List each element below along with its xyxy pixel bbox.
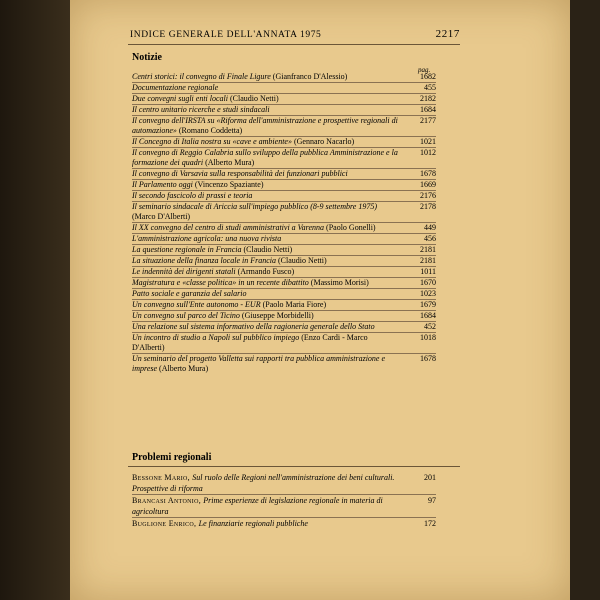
entry-text [132, 267, 406, 277]
notizie-entry [132, 288, 436, 299]
entry-author: (Massimo Morisi) [308, 278, 369, 287]
entry-author: (Romano Coddetta) [176, 126, 243, 135]
entry-title: Centri storici: il convegno di Finale Ligure [132, 72, 271, 81]
section-rule [128, 466, 460, 467]
entry-author: (Gianfranco D'Alessio) [270, 72, 348, 81]
entry-author: (Vincenzo Spaziante) [192, 180, 264, 189]
entry-page-number: 1011 [420, 267, 436, 276]
notizie-entry [132, 93, 436, 104]
notizie-entry [132, 104, 436, 115]
entry-page-number: 1682 [420, 72, 436, 81]
entry-author: (Giuseppe Morbidelli) [239, 311, 314, 320]
entry-text [132, 300, 406, 310]
entry-title: Il Parlamento oggi [132, 180, 193, 189]
entry-text [132, 289, 406, 299]
entry-page-number: 1684 [420, 105, 436, 114]
notizie-entry [132, 353, 436, 374]
entry-text [132, 322, 406, 332]
entry-text [132, 223, 406, 233]
entry-text [132, 169, 406, 179]
entry-title: Un convegno sul parco del Ticino [132, 311, 240, 320]
entry-text [132, 191, 406, 201]
entry-author: (Claudio Netti) [241, 245, 293, 254]
entry-text [132, 72, 406, 82]
section-heading-problemi: Problemi regionali [132, 452, 212, 463]
entry-page-number: 1023 [420, 289, 436, 298]
entry-text [132, 137, 406, 147]
entry-text [132, 472, 406, 494]
entry-title: Documentazione regionale [132, 83, 219, 92]
entry-page-number: 2182 [420, 94, 436, 103]
notizie-entry [132, 168, 436, 179]
entry-title: Il seminario sindacale di Ariccia sull'impiego pubblico (8-9 settembre 1975) [132, 202, 378, 211]
entry-page-number: 2176 [420, 191, 436, 200]
notizie-entries [132, 72, 436, 374]
entry-text [132, 354, 406, 374]
entry-author: (Enzo Cardi - Marco D'Alberti) [132, 333, 368, 352]
entry-title: Un incontro di studio a Napoli sul pubblico impiego [132, 333, 300, 342]
notizie-entry [132, 147, 436, 168]
entry-text [132, 518, 406, 529]
entry-author: (Alberto Mura) [203, 158, 255, 167]
notizie-entry [132, 115, 436, 136]
entry-title: Le indennità dei dirigenti statali [132, 267, 236, 276]
entry-author: (Armando Fusco) [235, 267, 295, 276]
entry-text [132, 94, 406, 104]
entry-page-number: 1012 [420, 148, 436, 157]
entry-title: Due convegni sugli enti locali [132, 94, 228, 103]
page-number: 2217 [435, 28, 460, 40]
entry-text [132, 83, 406, 93]
notizie-entry [132, 190, 436, 201]
entry-title: Un seminario del progetto Valletta sui rapporti tra pubblica amministrazione e imprese [132, 354, 386, 373]
pag-label: pag. [418, 66, 431, 74]
entry-text [132, 333, 406, 353]
entry-title: Il convegno di Reggio Calabria sullo sviluppo della pubblica Amministrazione e la formazione dei quadri [132, 148, 398, 167]
entry-page-number: 455 [424, 83, 436, 92]
entry-author: (Marco D'Alberti) [132, 212, 191, 221]
entry-title: Patto sociale e garanzia del salario [132, 289, 247, 298]
notizie-entry [132, 222, 436, 233]
entry-page-number: 1021 [420, 137, 436, 146]
entry-page-number: 97 [428, 496, 436, 505]
entry-title: Prime esperienze di legislazione regionale in materia di agricoltura [132, 496, 383, 516]
entry-page-number: 2181 [420, 245, 436, 254]
notizie-entry [132, 299, 436, 310]
entry-author: (Paolo Maria Fiore) [260, 300, 327, 309]
entry-author: (Paolo Gonelli) [324, 223, 376, 232]
entry-author: Buglione Enrico, [132, 519, 199, 528]
entry-text [132, 311, 406, 321]
problemi-entry [132, 517, 436, 529]
notizie-entry [132, 266, 436, 277]
notizie-entry [132, 244, 436, 255]
problemi-entry [132, 494, 436, 517]
entry-text [132, 148, 406, 168]
entry-title: Il centro unitario ricerche e studi sindacali [132, 105, 270, 114]
entry-text [132, 234, 406, 244]
entry-page-number: 1678 [420, 354, 436, 363]
problemi-entries [132, 472, 436, 529]
entry-text [132, 278, 406, 288]
entry-title: Un convegno sull'Ente autonomo - EUR [132, 300, 261, 309]
entry-text [132, 495, 406, 517]
entry-title: Una relazione sul sistema informativo della ragioneria generale dello Stato [132, 322, 375, 331]
entry-title: L'amministrazione agricola: una nuova rivista [132, 234, 282, 243]
notizie-entry [132, 277, 436, 288]
entry-author: (Claudio Netti) [276, 256, 327, 265]
entry-page-number: 1669 [420, 180, 436, 189]
entry-page-number: 449 [424, 223, 436, 232]
entry-page-number: 2177 [420, 116, 436, 125]
running-title: INDICE GENERALE DELL'ANNATA 1975 [130, 30, 322, 40]
entry-text [132, 180, 406, 190]
notizie-entry [132, 82, 436, 93]
entry-page-number: 456 [424, 234, 436, 243]
entry-title: Magistratura e «classe politica» in un recente dibattito [132, 278, 309, 287]
notizie-entry [132, 255, 436, 266]
entry-title: Il convegno di Varsavia sulla responsabilità dei funzionari pubblici [132, 169, 348, 178]
header-rule [128, 44, 460, 45]
entry-title: Le finanziarie regionali pubbliche [198, 519, 308, 528]
entry-text [132, 116, 406, 136]
section-heading-notizie: Notizie [132, 52, 162, 63]
entry-author: (Claudio Netti) [227, 94, 279, 103]
entry-title: La questione regionale in Francia [132, 245, 242, 254]
entry-text [132, 202, 406, 222]
entry-page-number: 1018 [420, 333, 436, 342]
notizie-entry [132, 321, 436, 332]
notizie-entry [132, 332, 436, 353]
notizie-entry [132, 201, 436, 222]
entry-author: Bessone Mario, [132, 473, 193, 482]
entry-title: La situazione della finanza locale in Francia [132, 256, 276, 265]
entry-page-number: 452 [424, 322, 436, 331]
notizie-entry [132, 310, 436, 321]
entry-page-number: 2178 [420, 202, 436, 211]
entry-page-number: 1670 [420, 278, 436, 287]
entry-text [132, 105, 406, 115]
book-binding-shadow [0, 0, 70, 600]
entry-title: Sul ruolo delle Regioni nell'amministrazione dei beni culturali. Prospettive di riforma [132, 473, 395, 493]
entry-page-number: 1678 [420, 169, 436, 178]
entry-title: Il Concegno di Italia nostra su «cave e ambiente» [132, 137, 292, 146]
entry-page-number: 1679 [420, 300, 436, 309]
notizie-entry [132, 72, 436, 82]
notizie-entry [132, 136, 436, 147]
entry-page-number: 201 [424, 473, 436, 482]
page-header [130, 28, 460, 40]
notizie-entry [132, 233, 436, 244]
entry-title: Il XX convegno del centro di studi amministrativi a Varenna [132, 223, 325, 232]
entry-text [132, 256, 406, 266]
problemi-entry [132, 472, 436, 494]
notizie-entry [132, 179, 436, 190]
entry-author: (Gennaro Nacarlo) [291, 137, 355, 146]
entry-page-number: 2181 [420, 256, 436, 265]
entry-page-number: 172 [424, 519, 436, 528]
entry-author: (Alberto Mura) [157, 364, 209, 373]
entry-text [132, 245, 406, 255]
entry-title: Il convegno dell'IRSTA su «Riforma dell'amministrazione e prospettive regionali di automazione» [132, 116, 398, 135]
entry-title: Il secondo fascicolo di prassi e teoria [132, 191, 253, 200]
entry-page-number: 1684 [420, 311, 436, 320]
entry-author: Brancasi Antonio, [132, 496, 204, 505]
